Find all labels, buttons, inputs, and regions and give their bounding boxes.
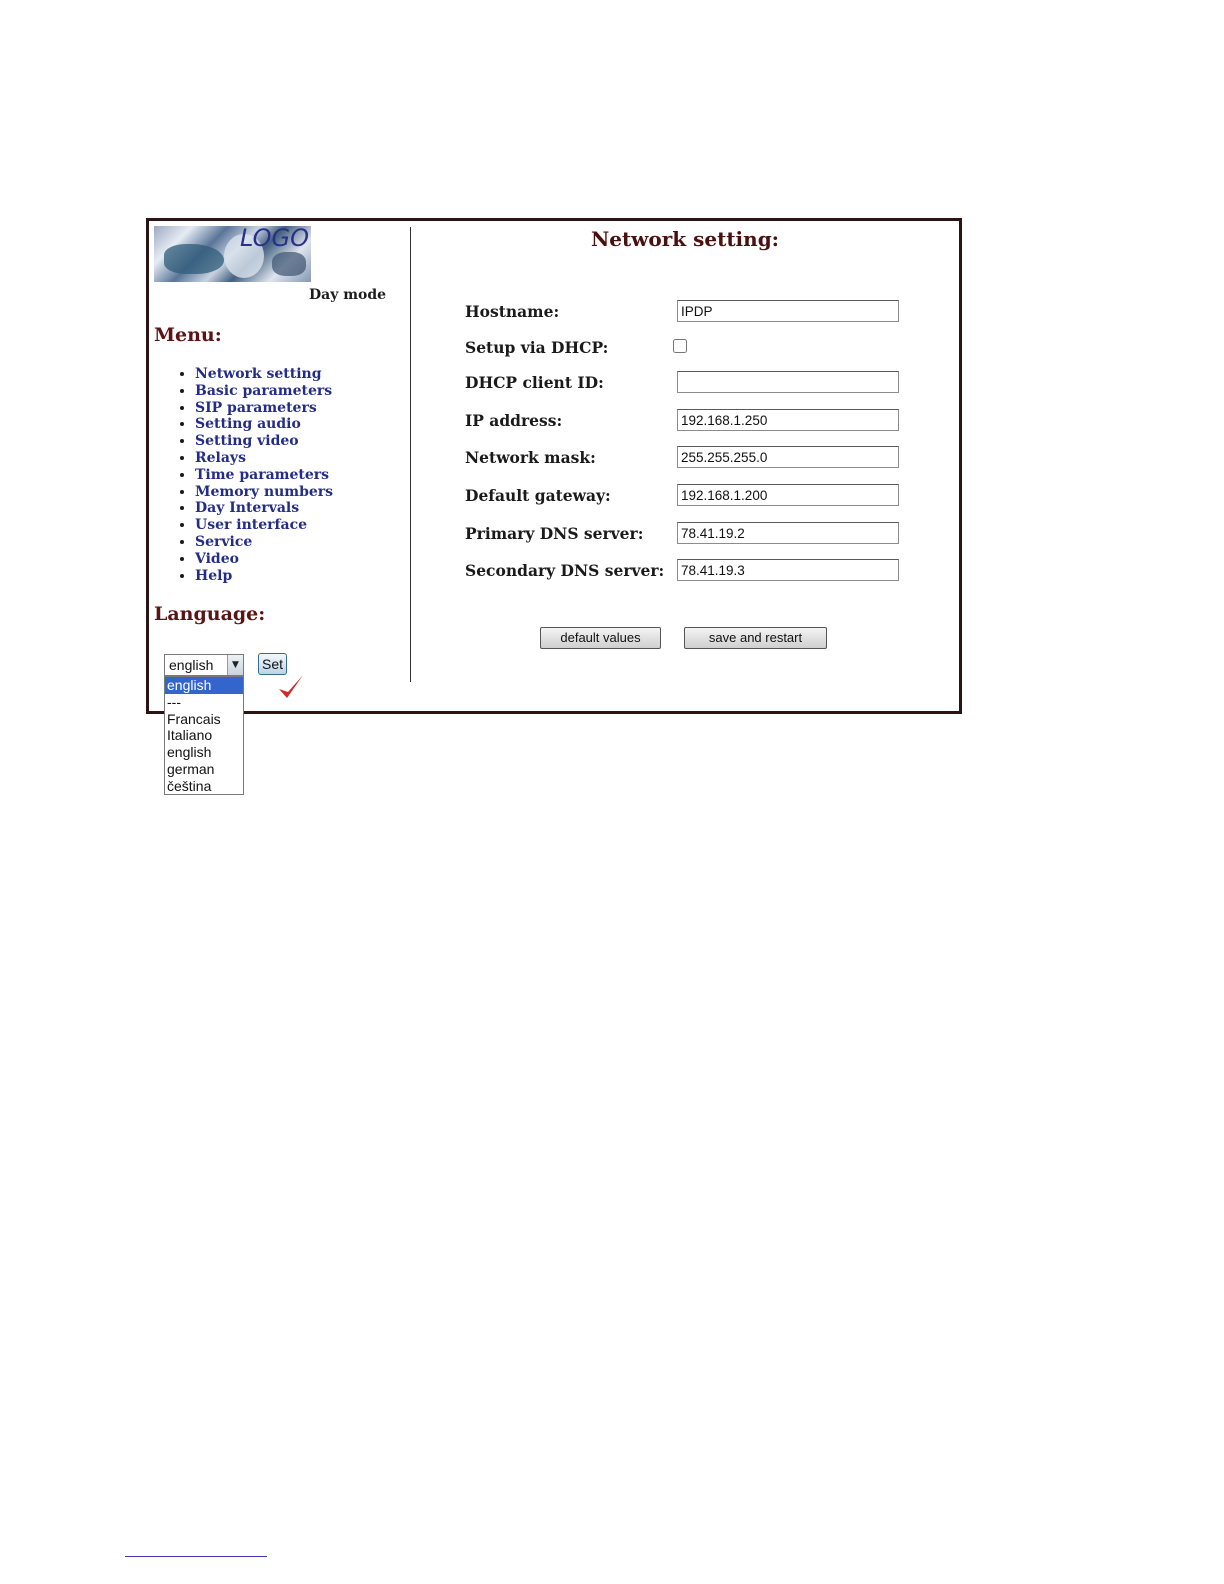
language-option[interactable]: english (165, 677, 243, 694)
language-option[interactable]: english (167, 744, 212, 761)
ip-address-label: IP address: (465, 411, 563, 430)
dhcp-client-id-input[interactable] (677, 371, 899, 393)
menu-item-video[interactable]: • Video (195, 551, 333, 568)
menu-item-basic-parameters[interactable]: • Basic parameters (195, 383, 333, 400)
language-option[interactable]: german (167, 760, 215, 777)
primary-dns-label: Primary DNS server: (465, 524, 644, 543)
page-title: Network setting: (590, 227, 780, 251)
hostname-input[interactable] (677, 300, 899, 322)
hostname-row (465, 300, 905, 324)
dhcp-client-id-row (465, 371, 905, 395)
menu-item-relays[interactable]: • Relays (195, 450, 333, 467)
default-gateway-input[interactable] (677, 484, 899, 506)
menu-item-memory-numbers[interactable]: • Memory numbers (195, 484, 333, 501)
menu-title: Menu: (154, 324, 222, 346)
secondary-dns-label: Secondary DNS server: (465, 561, 665, 580)
logo-image (154, 226, 311, 282)
checkmark-icon (276, 672, 306, 702)
set-language-button[interactable]: Set (258, 653, 287, 675)
network-mask-label: Network mask: (465, 448, 596, 467)
menu-item-sip-parameters[interactable]: • SIP parameters (195, 400, 333, 417)
hostname-label: Hostname: (465, 302, 560, 321)
footnote-separator (125, 1556, 267, 1557)
secondary-dns-row (465, 559, 905, 583)
language-title: Language: (154, 603, 266, 625)
secondary-dns-input[interactable] (677, 559, 899, 581)
default-gateway-row (465, 484, 905, 508)
day-mode-label: Day mode (309, 287, 387, 303)
logo-text: LOGO (239, 226, 309, 252)
primary-dns-row (465, 522, 905, 546)
ip-address-row (465, 409, 905, 433)
language-option[interactable]: Francais (167, 710, 221, 727)
menu-item-user-interface[interactable]: • User interface (195, 517, 333, 534)
default-gateway-label: Default gateway: (465, 486, 611, 505)
menu-item-service[interactable]: • Service (195, 534, 333, 551)
language-select-value: english (169, 657, 214, 673)
column-divider (410, 227, 411, 682)
language-option[interactable]: --- (167, 693, 181, 710)
web-ui-frame (146, 218, 962, 714)
network-mask-row (465, 446, 905, 470)
menu-list (165, 366, 333, 584)
menu-item-setting-audio[interactable]: • Setting audio (195, 416, 333, 433)
network-mask-input[interactable] (677, 446, 899, 468)
menu-item-network-setting[interactable]: • Network setting (195, 366, 333, 383)
menu-item-time-parameters[interactable]: • Time parameters (195, 467, 333, 484)
save-and-restart-button[interactable]: save and restart (684, 627, 827, 649)
language-dropdown-list (164, 676, 244, 795)
dhcp-client-id-label: DHCP client ID: (465, 373, 604, 392)
primary-dns-input[interactable] (677, 522, 899, 544)
ip-address-input[interactable] (677, 409, 899, 431)
menu-item-day-intervals[interactable]: • Day Intervals (195, 500, 333, 517)
language-select[interactable] (164, 654, 244, 676)
dropdown-arrow-icon[interactable]: ▼ (227, 655, 243, 675)
default-values-button[interactable]: default values (540, 627, 661, 649)
dhcp-checkbox[interactable] (673, 339, 687, 353)
language-option[interactable]: Italiano (167, 727, 213, 744)
dhcp-row (465, 336, 905, 360)
language-option[interactable]: čeština (167, 777, 212, 794)
menu-item-setting-video[interactable]: • Setting video (195, 433, 333, 450)
dhcp-label: Setup via DHCP: (465, 338, 609, 357)
menu-item-help[interactable]: • Help (195, 568, 333, 585)
